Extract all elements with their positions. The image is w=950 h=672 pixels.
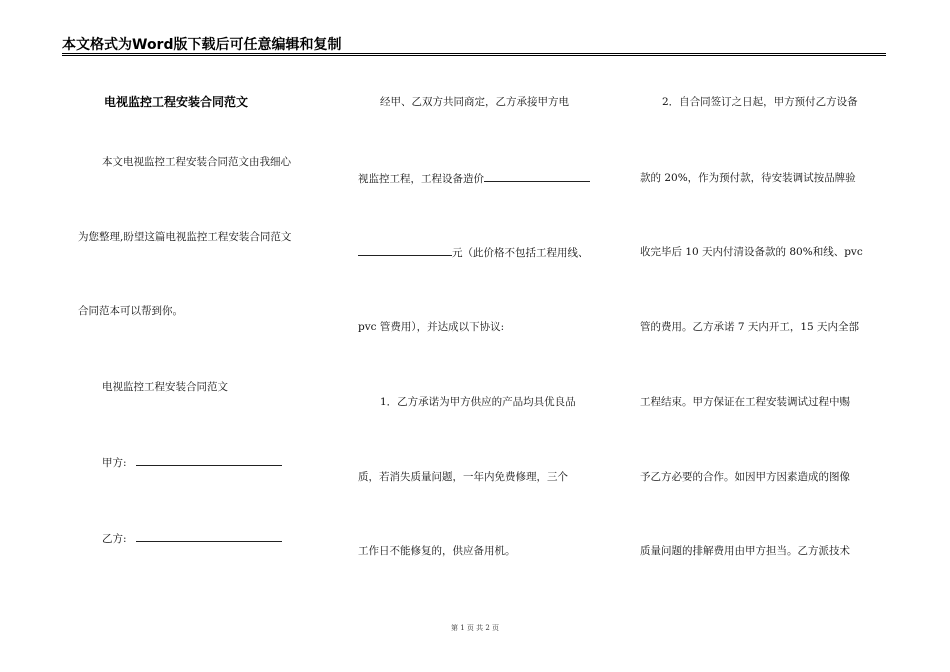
col3-line-2: 款的 20%，作为预付款，待安装调试按品牌验 <box>640 172 856 184</box>
col3-line-4: 管的费用。乙方承诺 7 天内开工，15 天内全部 <box>640 321 860 333</box>
col3-line-5: 工程结束。甲方保证在工程安装调试过程中赐 <box>640 396 850 408</box>
col2-line-1: 经甲、乙双方共同商定，乙方承接甲方电 <box>380 96 569 108</box>
party-b-row <box>102 530 282 546</box>
party-a-row <box>102 454 282 470</box>
party-b-blank <box>136 530 282 542</box>
page-header <box>62 34 886 54</box>
col2-line-7: 工作日不能修复的，供应备用机。 <box>358 545 516 557</box>
cost-blank-1 <box>484 170 590 182</box>
page-number: 第 1 页 共 2 页 <box>450 624 500 632</box>
document-title: 电视监控工程安装合同范文 <box>104 95 249 109</box>
col2-line-3-text: 元（此价格不包括工程用线、 <box>452 247 589 259</box>
header-rule <box>62 53 886 54</box>
column-2 <box>358 60 618 620</box>
col2-line-2 <box>358 170 590 186</box>
party-a-blank <box>136 454 282 466</box>
col3-line-7: 质量问题的排解费用由甲方担当。乙方派技术 <box>640 545 850 557</box>
col2-line-3 <box>358 244 589 260</box>
col3-line-6: 予乙方必要的合作。如因甲方因素造成的图像 <box>640 471 850 483</box>
col2-line-6: 质，若消失质量问题，一年内免费修理，三个 <box>358 471 568 483</box>
col3-line-3: 收完毕后 10 天内付清设备款的 80%和线、pvc <box>640 246 863 258</box>
header-rule-secondary <box>62 55 886 56</box>
col2-line-2-text: 视监控工程，工程设备造价 <box>358 173 484 185</box>
col3-line-1: 2．自合同签订之日起，甲方预付乙方设备 <box>662 96 858 108</box>
contract-heading: 电视监控工程安装合同范文 <box>102 381 228 393</box>
party-a-label: 甲方: <box>102 457 127 469</box>
column-3 <box>640 60 890 620</box>
party-b-label: 乙方: <box>102 533 127 545</box>
intro-line-1: 本文电视监控工程安装合同范文由我细心 <box>102 156 291 168</box>
column-1 <box>62 60 332 620</box>
cost-blank-2 <box>358 244 452 256</box>
intro-line-3: 合同范本可以帮到你。 <box>78 305 183 317</box>
intro-line-2: 为您整理,盼望这篇电视监控工程安装合同范文 <box>78 231 292 243</box>
col2-line-4: pvc 管费用），并达成以下协议: <box>358 321 505 333</box>
header-title: 本文格式为Word版下载后可任意编辑和复制 <box>62 37 342 53</box>
col2-line-5: 1．乙方承诺为甲方供应的产品均具优良品 <box>380 396 576 408</box>
